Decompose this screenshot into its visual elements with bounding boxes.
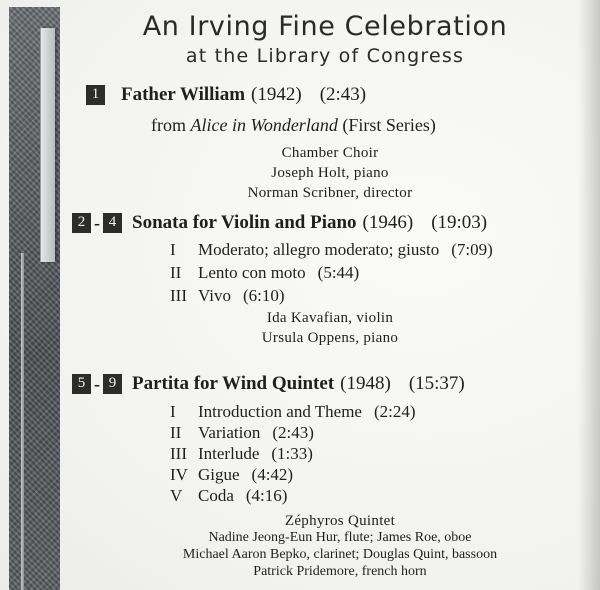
movement-duration: (2:43) bbox=[272, 423, 314, 442]
performer-line: Michael Aaron Bepko, clarinet; Douglas Quint, bassoon bbox=[182, 547, 498, 562]
movement-line bbox=[170, 423, 314, 443]
track-range-dash: - bbox=[94, 212, 100, 233]
movement-number: V bbox=[170, 486, 183, 505]
page-title: An Irving Fine Celebration bbox=[142, 11, 508, 42]
track-5-9-heading bbox=[72, 373, 465, 395]
track-2-4-heading bbox=[72, 212, 487, 234]
movement-name: Lento con moto bbox=[198, 263, 306, 282]
movement-line bbox=[170, 402, 416, 422]
work-duration: (15:37) bbox=[408, 373, 465, 394]
performer-line: Norman Scribner, director bbox=[247, 185, 413, 201]
movement-name: Variation bbox=[198, 423, 261, 442]
performer-line: Joseph Holt, piano bbox=[271, 165, 389, 181]
track-number-box: 9 bbox=[103, 374, 122, 394]
track-number-box: 2 bbox=[72, 213, 91, 233]
binding-shadow bbox=[578, 0, 600, 590]
source-suffix: (First Series) bbox=[337, 115, 436, 135]
work-duration: (19:03) bbox=[431, 212, 488, 233]
decorative-silver-line bbox=[21, 253, 24, 590]
performer-line: Chamber Choir bbox=[281, 145, 379, 161]
movement-name: Moderato; allegro moderato; giusto bbox=[198, 240, 440, 259]
work-duration: (2:43) bbox=[319, 84, 367, 105]
movement-duration: (1:33) bbox=[271, 444, 313, 463]
work-year: (1946) bbox=[362, 212, 414, 233]
source-prefix: from bbox=[151, 115, 191, 135]
movement-line bbox=[170, 263, 359, 283]
ensemble-name: Zéphyros Quintet bbox=[284, 513, 396, 529]
movement-number: II bbox=[170, 263, 182, 282]
movement-number: II bbox=[170, 423, 182, 442]
movement-number: IV bbox=[170, 465, 188, 484]
movement-line bbox=[170, 486, 287, 506]
movement-name: Vivo bbox=[198, 286, 231, 305]
work-year: (1948) bbox=[340, 373, 391, 394]
movement-duration: (4:16) bbox=[245, 486, 288, 505]
movement-line bbox=[170, 444, 313, 464]
movement-number: I bbox=[170, 402, 176, 421]
movement-duration: (4:42) bbox=[251, 465, 294, 484]
movement-duration: (7:09) bbox=[451, 240, 493, 259]
performer-line: Ida Kavafian, violin bbox=[266, 310, 394, 326]
movement-number: I bbox=[170, 240, 176, 259]
track-number-box: 4 bbox=[103, 213, 122, 233]
performer-line: Nadine Jeong-Eun Hur, flute; James Roe, oboe bbox=[208, 530, 472, 545]
track-number-box: 1 bbox=[86, 85, 105, 105]
movement-line bbox=[170, 240, 493, 260]
work-source bbox=[151, 115, 436, 136]
movement-line bbox=[170, 286, 285, 306]
movement-line bbox=[170, 465, 293, 485]
track-number-box: 5 bbox=[72, 374, 91, 394]
movement-name: Coda bbox=[198, 486, 234, 505]
movement-name: Introduction and Theme bbox=[198, 402, 362, 421]
work-title: Partita for Wind Quintet bbox=[132, 373, 335, 394]
movement-duration: (5:44) bbox=[317, 263, 360, 282]
movement-duration: (6:10) bbox=[242, 286, 285, 305]
track-range-dash: - bbox=[94, 373, 100, 394]
movement-duration: (2:24) bbox=[373, 402, 416, 421]
track-1-heading bbox=[86, 84, 366, 106]
page-subtitle: at the Library of Congress bbox=[185, 45, 465, 67]
booklet-header bbox=[90, 10, 560, 68]
source-title: Alice in Wonderland bbox=[190, 115, 338, 135]
performer-line: Patrick Pridemore, french horn bbox=[253, 564, 427, 579]
movement-number: III bbox=[170, 444, 187, 463]
performer-line: Ursula Oppens, piano bbox=[261, 330, 399, 346]
decorative-silver-bar bbox=[40, 28, 55, 262]
work-year: (1942) bbox=[251, 84, 302, 105]
work-title: Father William bbox=[121, 84, 246, 105]
movement-number: III bbox=[170, 286, 187, 305]
work-title: Sonata for Violin and Piano bbox=[132, 212, 357, 233]
movement-name: Interlude bbox=[198, 444, 260, 463]
movement-name: Gigue bbox=[198, 465, 240, 484]
